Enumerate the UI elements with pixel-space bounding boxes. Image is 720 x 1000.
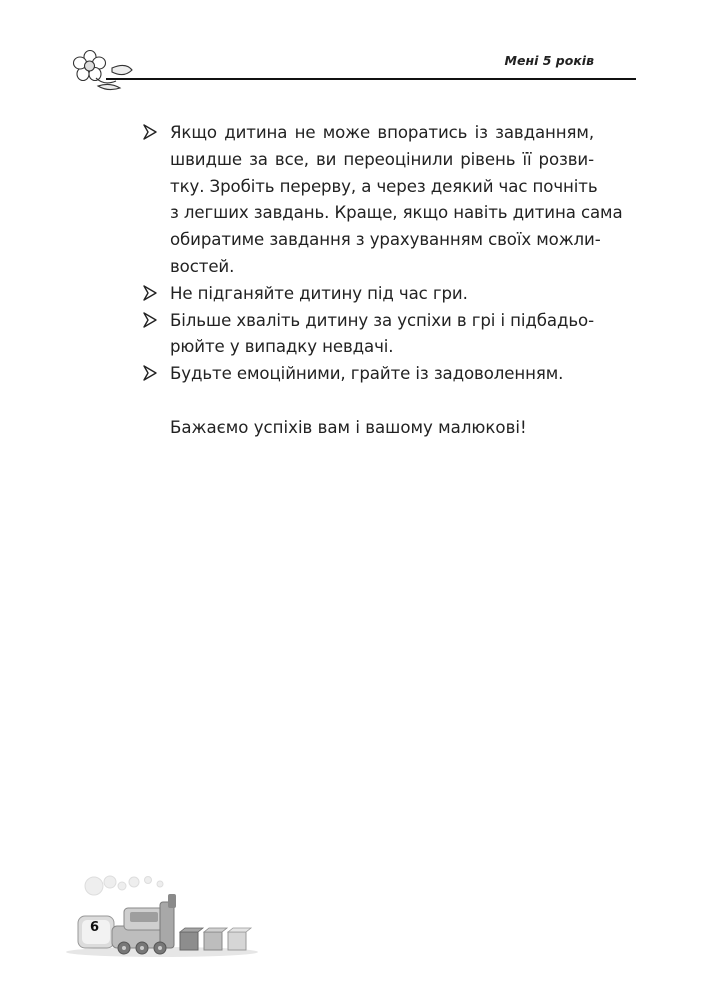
flower-icon (70, 48, 136, 94)
toy-train-icon (64, 872, 260, 958)
arrowhead-bullet-icon (142, 364, 158, 382)
list-line: Не підганяйте дитину під час гри. (170, 283, 468, 303)
list-line: Будьте емоційними, грайте із задоволенням. (170, 364, 564, 384)
page-number: 6 (90, 920, 100, 935)
list-line: тку. Зробіть перерву, а через деякий час почніть (170, 176, 598, 196)
list-line: Якщо дитина не може впоратись із завданням, (170, 123, 594, 142)
list-line: обиратиме завдання з урахуванням своїх можли- (170, 230, 601, 250)
list-line: востей. (170, 256, 235, 276)
list-line: швидше за все, ви переоцінили рівень її розви- (170, 149, 594, 169)
list-item (142, 361, 594, 388)
arrowhead-bullet-icon (142, 284, 158, 302)
list-item (142, 308, 594, 362)
list-item (142, 281, 594, 308)
list-line: Більше хваліть дитину за успіхи в грі і підбадьо- (170, 310, 594, 330)
header-rule (106, 78, 636, 80)
arrowhead-bullet-icon (142, 311, 158, 329)
list-line: з легших завдань. Краще, якщо навіть дитина сама (170, 203, 623, 223)
list-item (142, 120, 623, 281)
page-content (142, 120, 623, 442)
running-header-title: Мені 5 років (504, 53, 594, 68)
closing-wish: Бажаємо успіхів вам і вашому малюкові! (170, 417, 527, 437)
arrowhead-bullet-icon (142, 123, 158, 141)
list-line: рюйте у випадку невдачі. (170, 337, 394, 357)
